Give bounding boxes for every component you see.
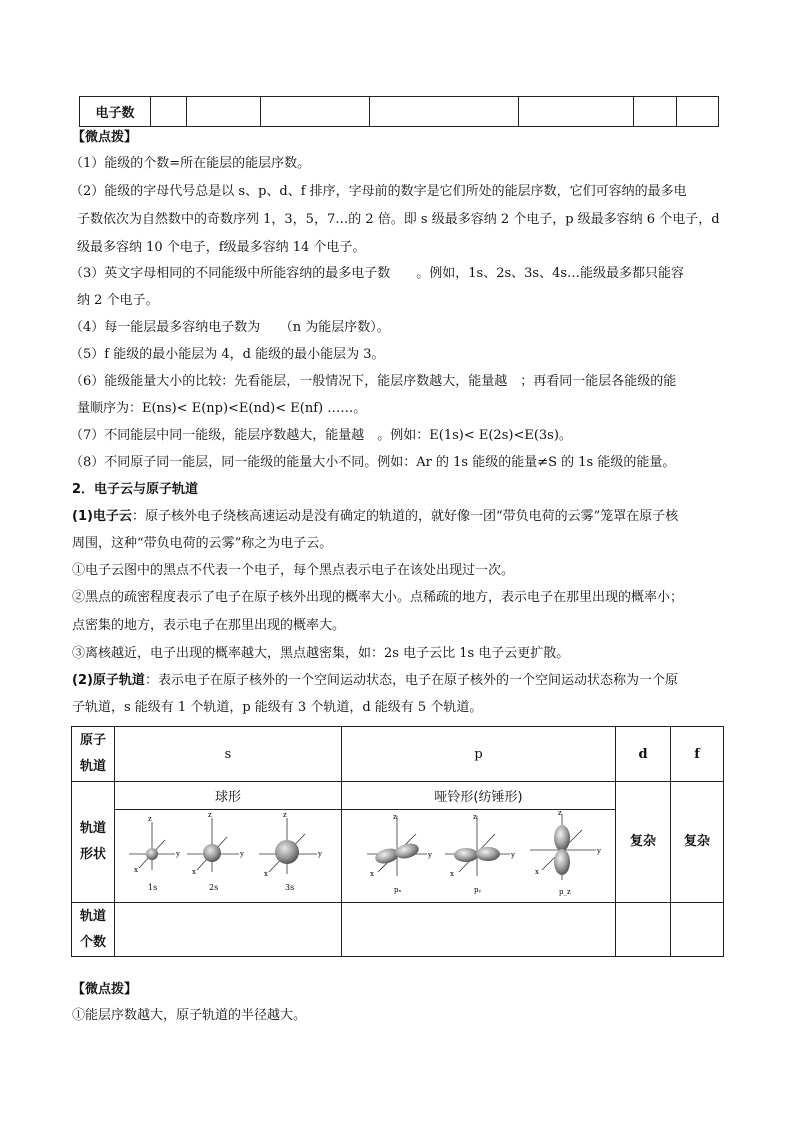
section-title: 2．电子云与原子轨道	[72, 482, 199, 497]
orbital-text-cont: 子轨道，s 能级有 1 个轨道，p 能级有 3 个轨道，d 能级有 5 个轨道。	[72, 700, 483, 715]
pz-label: p_z	[559, 888, 571, 896]
tip-item: 量顺序为：E(ns)< E(np)<E(nd)< E(nf) ……。	[77, 401, 367, 416]
table-row	[80, 97, 719, 127]
shape-row-label: 轨道 形状	[72, 782, 115, 903]
col-p-header: p	[342, 727, 616, 782]
orbital-label: (2)原子轨道	[72, 673, 145, 688]
py-label: pᵧ	[474, 886, 482, 894]
table-row	[72, 782, 724, 810]
p-shape-label: 哑铃形(纺锤形)	[342, 782, 616, 810]
tip-item: （8）不同原子同一能层，同一能级的能量大小不同。例如：Ar 的 1s 能级的能量≠S 的 1s 能级的能量。	[70, 455, 676, 470]
axis-y: y	[240, 850, 244, 858]
tip-item: （5）f 能级的最小能层为 4，d 能级的最小能层为 3。	[70, 347, 385, 362]
s2-orbital-icon	[187, 811, 244, 892]
table-row	[72, 727, 724, 782]
axis-z: z	[148, 815, 152, 823]
electron-count-label: 电子数	[80, 97, 151, 127]
axis-y: y	[511, 851, 515, 859]
axis-x: x	[134, 866, 138, 874]
tip-item: （2）能级的字母代号总是以 s、p、d、f 排序，字母前的数字是它们所处的能层序数，它们可容纳的最多电	[70, 184, 687, 199]
axis-z: z	[283, 811, 287, 819]
orbital-header-label: 原子 轨道	[72, 727, 115, 782]
cloud-text: ：原子核外电子绕核高速运动是没有确定的轨道的，就好像一团“带负电荷的云雾”笼罩在原子核	[131, 509, 679, 524]
tip-item: （4）每一能层最多容纳电子数为 （n 为能层序数）。	[70, 320, 390, 335]
axis-y: y	[318, 850, 322, 858]
tip-item: 纳 2 个电子。	[77, 293, 159, 308]
cloud-point-1: ①电子云图中的黑点不代表一个电子，每个黑点表示电子在该处出现过一次。	[72, 563, 515, 578]
orbital-paragraph	[72, 673, 678, 689]
tip-heading: 【微点拨】	[72, 130, 138, 145]
table-row	[72, 903, 724, 957]
p-orbital-figures	[342, 810, 616, 903]
pz-orbital-icon	[530, 810, 601, 896]
axis-x: x	[370, 870, 374, 878]
axis-x: x	[450, 870, 454, 878]
s1-label: 1s	[148, 883, 158, 892]
tip-item: （7）不同能层中同一能级，能层序数越大，能量越 。例如：E(1s)< E(2s)<E(3s)。	[70, 428, 572, 443]
cloud-text-cont: 周围，这种“带负电荷的云雾”称之为电子云。	[72, 536, 333, 551]
p-orbital-diagram	[342, 810, 615, 898]
f-shape-complex: 复杂	[671, 782, 724, 903]
s-orbital-figures	[115, 810, 342, 903]
cloud-paragraph	[72, 509, 678, 525]
orbital-text: ：表示电子在原子核外的一个空间运动状态，电子在原子核外的一个空间运动状态称为一个原	[144, 673, 678, 688]
tip2-heading: 【微点拨】	[72, 982, 138, 997]
axis-z: z	[208, 811, 212, 819]
s1-orbital-icon	[129, 815, 180, 892]
cloud-point-2-cont: 点密集的地方，表示电子在那里出现的概率大。	[72, 618, 346, 633]
axis-z: z	[473, 813, 477, 821]
px-orbital-icon	[367, 813, 432, 894]
tip-item: （6）能级能量大小的比较：先看能层，一般情况下，能层序数越大，能量越 ；再看同一能层各能级的能	[70, 374, 677, 389]
tip-item: （1）能级的个数=所在能层的能层序数。	[70, 156, 311, 171]
px-label: pₓ	[394, 886, 402, 894]
s3-label: 3s	[285, 883, 295, 892]
orbital-table	[71, 726, 724, 957]
axis-y: y	[597, 847, 601, 855]
axis-z: z	[558, 810, 562, 817]
col-f-header: f	[671, 727, 724, 782]
axis-x: x	[192, 868, 196, 876]
s-shape-label: 球形	[115, 782, 342, 810]
axis-x: x	[264, 870, 268, 878]
axis-z: z	[393, 813, 397, 821]
tip-item: 级最多容纳 10 个电子，f级最多容纳 14 个电子。	[77, 240, 366, 255]
col-d-header: d	[616, 727, 671, 782]
axis-x: x	[535, 868, 539, 876]
count-row-label: 轨道 个数	[72, 903, 115, 957]
tip-item: （3）英文字母相同的不同能级中所能容纳的最多电子数 。例如，1s、2s、3s、4s…能级最多都只能容	[70, 266, 685, 281]
axis-y: y	[176, 850, 180, 858]
tip2-item: ①能层序数越大，原子轨道的半径越大。	[72, 1008, 307, 1023]
py-orbital-icon	[445, 813, 515, 894]
col-s-header: s	[115, 727, 342, 782]
cloud-point-2: ②黑点的疏密程度表示了电子在原子核外出现的概率大小。点稀疏的地方，表示电子在那里出现的概率小；	[72, 590, 684, 605]
axis-y: y	[428, 851, 432, 859]
s2-label: 2s	[209, 883, 219, 892]
cloud-point-3: ③离核越近，电子出现的概率越大，黑点越密集，如：2s 电子云比 1s 电子云更扩散。	[72, 646, 570, 661]
cloud-label: (1)电子云	[72, 509, 132, 524]
s3-orbital-icon	[259, 811, 322, 892]
d-shape-complex: 复杂	[616, 782, 671, 903]
electron-count-table	[79, 96, 719, 127]
s-orbital-diagram	[115, 810, 341, 898]
tip-item: 子数依次为自然数中的奇数序列 1，3，5，7…的 2 倍。即 s 级最多容纳 2 个电子，p 级最多容纳 6 个电子，d	[77, 212, 720, 227]
